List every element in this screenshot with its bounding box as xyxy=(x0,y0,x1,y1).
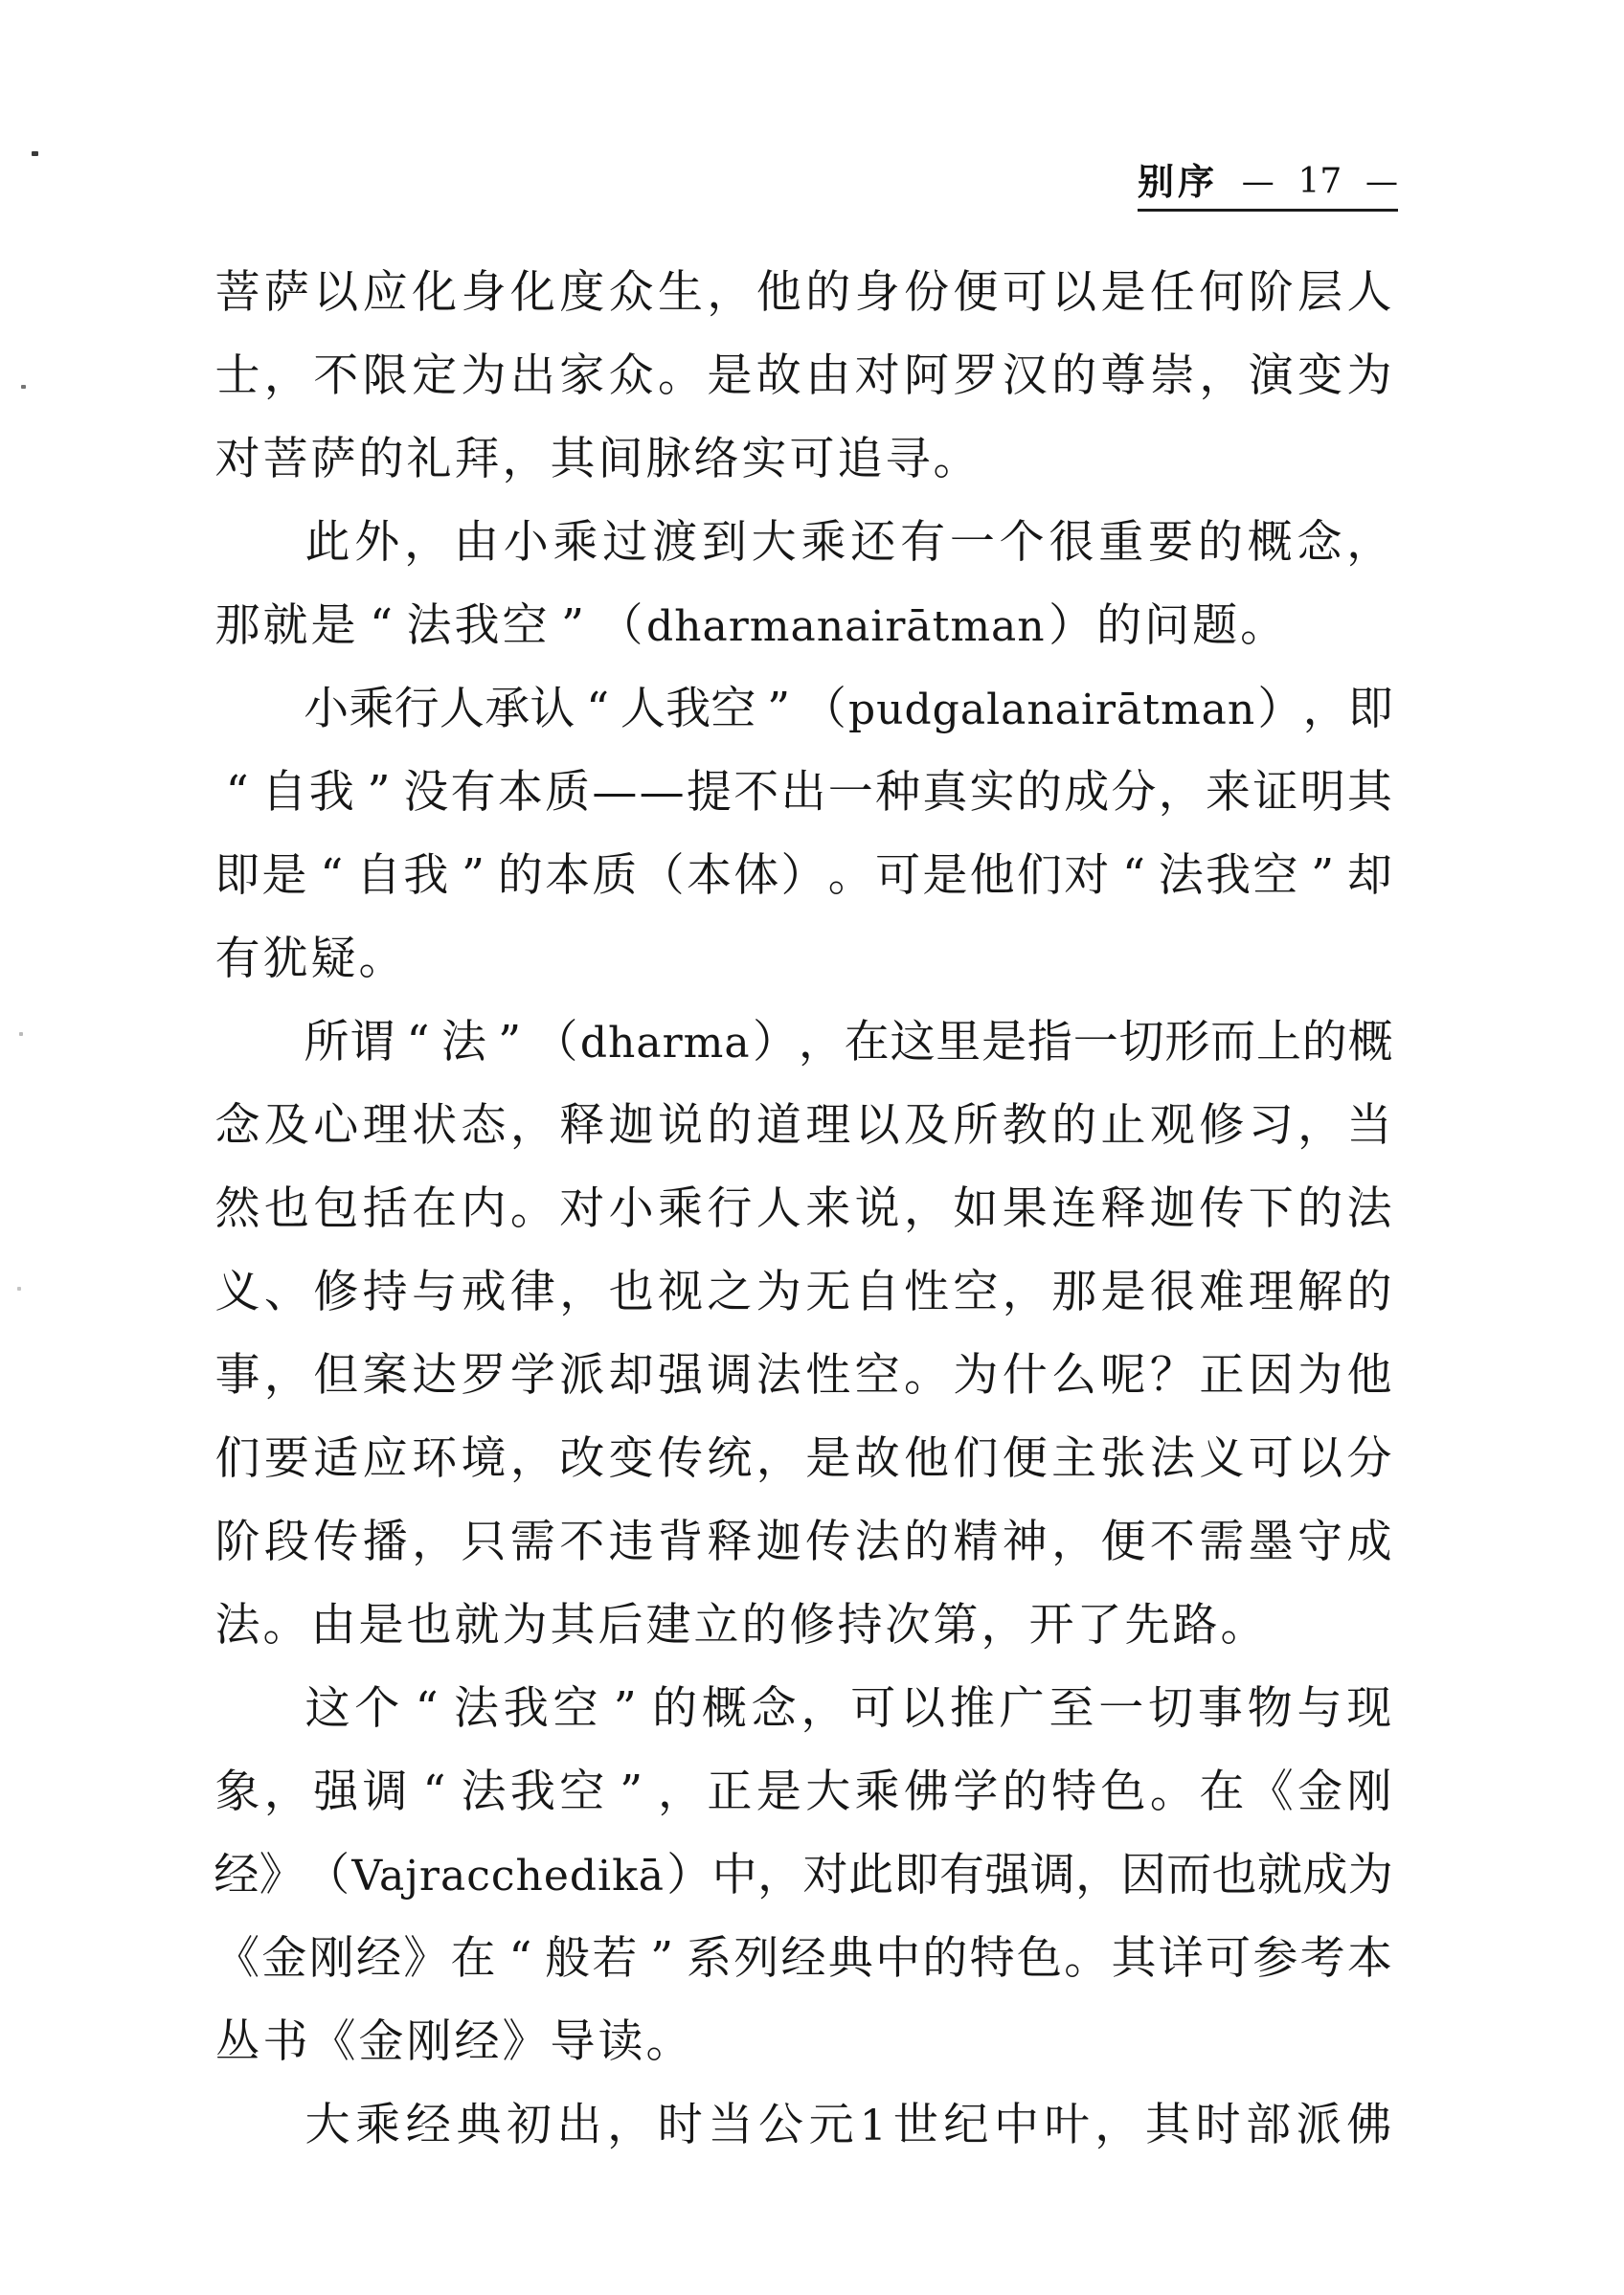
header-dash-left: — xyxy=(1241,163,1274,201)
text-line: 大 乘 经 典 初 出 ， 时 当 公 元 1 世 纪 中 叶 ， 其 时 部 派 佛 xyxy=(304,2099,1392,2151)
text-line: 义 、 修 持 与 戒 律 ， 也 视 之 为 无 自 性 空 ， 那 是 很 难 理 解 的 xyxy=(214,1266,1392,1318)
text-line: 这 个 “ 法 我 空 ” 的 概 念 ， 可 以 推 广 至 一 切 事 物 与 现 xyxy=(304,1682,1392,1735)
scan-speck xyxy=(19,1032,23,1036)
text-line: 然 也 包 括 在 内 。 对 小 乘 行 人 来 说 ， 如 果 连 释 迦 传 下 的 法 xyxy=(214,1182,1392,1235)
text-line: 小 乘 行 人 承 认 “ 人 我 空 ” （ pudgalanairātman ） ， 即 xyxy=(304,683,1393,735)
text-line: 有 犹 疑 。 xyxy=(214,933,404,985)
text-line: 士 ， 不 限 定 为 出 家 众 。 是 故 由 对 阿 罗 汉 的 尊 崇 ， 演 变 为 xyxy=(214,349,1392,402)
text-line: 《 金 刚 经 》 在 “ 般 若 ” 系 列 经 典 中 的 特 色 。 其 详 可 参 考 本 xyxy=(214,1932,1392,1985)
scan-speck xyxy=(17,1287,21,1291)
text-line: 此 外 ， 由 小 乘 过 渡 到 大 乘 还 有 一 个 很 重 要 的 概 念 ， xyxy=(304,516,1392,569)
text-line: 阶 段 传 播 ， 只 需 不 违 背 释 迦 传 法 的 精 神 ， 便 不 需 墨 守 成 xyxy=(214,1516,1392,1568)
body-text xyxy=(214,251,1393,2167)
text-line: 所 谓 “ 法 ” （ dharma ） ， 在 这 里 是 指 一 切 形 而 上 的 概 xyxy=(304,1016,1393,1069)
text-line: 法 。 由 是 也 就 为 其 后 建 立 的 修 持 次 第 ， 开 了 先 路 。 xyxy=(214,1599,1266,1652)
text-line: 象 ， 强 调 “ 法 我 空 ” ， 正 是 大 乘 佛 学 的 特 色 。 在 《 金 刚 xyxy=(214,1766,1392,1818)
text-line: “ 自 我 ” 没 有 本 质 — — 提 不 出 一 种 真 实 的 成 分 ， 来 证 明 其 xyxy=(225,766,1392,819)
header-dash-right: — xyxy=(1365,163,1398,201)
text-line: 念 及 心 理 状 态 ， 释 迦 说 的 道 理 以 及 所 教 的 止 观 修 习 ， 当 xyxy=(214,1099,1392,1152)
scan-speck xyxy=(32,151,38,156)
page-header xyxy=(1138,160,1398,212)
text-line: 那 就 是 “ 法 我 空 ” （ dharmanairātman ） 的 问 题 。 xyxy=(214,599,1286,652)
page-number: 17 xyxy=(1297,162,1342,201)
text-line: 们 要 适 应 环 境 ， 改 变 传 统 ， 是 故 他 们 便 主 张 法 义 可 以 分 xyxy=(214,1432,1392,1485)
text-line: 经 》 （ Vajracchedikā ） 中 ， 对 此 即 有 强 调 ， 因 而 也 就 成 为 xyxy=(214,1849,1393,1901)
text-line: 事 ， 但 案 达 罗 学 派 却 强 调 法 性 空 。 为 什 么 呢 ？ 正 因 为 他 xyxy=(214,1349,1392,1402)
text-line: 即 是 “ 自 我 ” 的 本 质 （ 本 体 ） 。 可 是 他 们 对 “ 法 我 空 ” 却 xyxy=(214,849,1392,902)
text-line: 丛 书 《 金 刚 经 》 导 读 。 xyxy=(214,2015,691,2068)
text-line: 菩 萨 以 应 化 身 化 度 众 生 ， 他 的 身 份 便 可 以 是 任 何 阶 层 人 xyxy=(214,266,1392,319)
text-line: 对 菩 萨 的 礼 拜 ， 其 间 脉 络 实 可 追 寻 。 xyxy=(214,433,979,485)
scan-speck xyxy=(21,385,26,389)
section-title: 别序 xyxy=(1138,160,1219,203)
